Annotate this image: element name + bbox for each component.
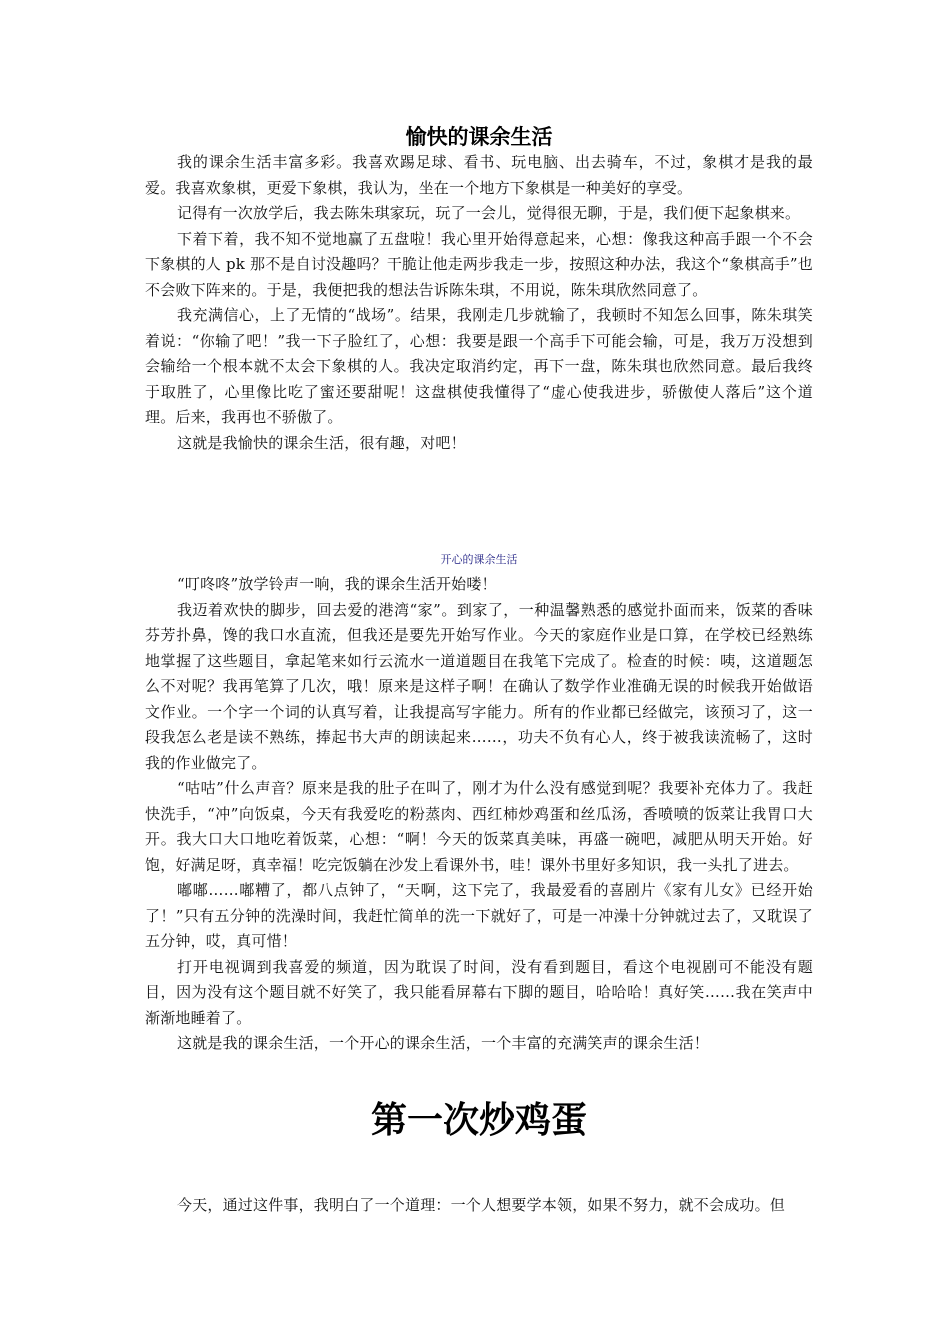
article2-paragraph-4: 嘟嘟……嘟糟了，都八点钟了，“天啊，这下完了，我最爱看的喜剧片《家有儿女》已经开始了！”只有五分钟的洗澡时间，我赶忙简单的洗一下就好了，可是一冲澡十分钟就过去了，又耽误了五分钟，哎，真可惜！ <box>145 881 813 950</box>
article1-paragraph-4: 我充满信心，上了无情的“战场”。结果，我刚走几步就输了，我顿时不知怎么回事，陈朱琪笑着说：“你输了吧！”我一下子脸红了，心想：我要是跟一个高手下可能会输，可是，我万万没想到会输给一个根本就不太会下象棋的人。我决定取消约定，再下一盘，陈朱琪也欣然同意。最后我终于取胜了，心里像比吃了蜜还要甜呢！这盘棋使我懂得了“虚心使我进步，骄傲使人落后”这个道理。后来，我再也不骄傲了。 <box>145 306 813 426</box>
article3-body <box>145 1193 813 1219</box>
article2-paragraph-5: 打开电视调到我喜爱的频道，因为耽误了时间，没有看到题目，看这个电视剧可不能没有题目，因为没有这个题目就不好笑了，我只能看屏幕右下脚的题目，哈哈哈！真好笑……我在笑声中渐渐地睡着了。 <box>145 957 813 1027</box>
article2-paragraph-2: 我迈着欢快的脚步，回去爱的港湾“家”。到家了，一种温馨熟悉的感觉扑面而来，饭菜的香味芬芳扑鼻，馋的我口水直流，但我还是要先开始写作业。今天的家庭作业是口算，在学校已经熟练地掌握了这些题目，拿起笔来如行云流水一道道题目在我笔下完成了。检查的时候：咦，这道题怎么不对呢？我再笔算了几次，哦！原来是这样子啊！在确认了数学作业准确无误的时候我开始做语文作业。一个字一个词的认真写着，让我提高写字能力。所有的作业都已经做完，该预习了，这一段我怎么老是读不熟练，捧起书大声的朗读起来……，功夫不负有心人，终于被我读流畅了，这时我的作业做完了。 <box>145 600 813 772</box>
article1-title: 愉快的课余生活 <box>405 124 553 149</box>
article1-paragraph-3: 下着下着，我不知不觉地赢了五盘啦！我心里开始得意起来，心想：像我这种高手跟一个不会下象棋的人 pk 那不是自讨没趣吗？干脆让他走两步我走一步，按照这种办法，我这个“象棋高手”也不会败下阵来的。于是，我便把我的想法告诉陈朱琪，不用说，陈朱琪欣然同意了。 <box>145 229 813 299</box>
article1-paragraph-1: 我的课余生活丰富多彩。我喜欢踢足球、看书、玩电脑、出去骑车，不过，象棋才是我的最爱。我喜欢象棋，更爱下象棋，我认为，坐在一个地方下象棋是一种美好的享受。 <box>145 153 813 197</box>
article3-title: 第一次炒鸡蛋 <box>370 1099 587 1141</box>
article2-paragraph-3: “咕咕”什么声音？原来是我的肚子在叫了，刚才为什么没有感觉到呢？我要补充体力了。我赶快洗手，“冲”向饭桌，今天有我爱吃的粉蒸肉、西红柿炒鸡蛋和丝瓜汤，香喷喷的饭菜让我胃口大开。我大口大口地吃着饭菜，心想：“啊！今天的饭菜真美味，再盛一碗吧，减肥从明天开始。好饱，好满足呀，真幸福！吃完饭躺在沙发上看课外书，哇！课外书里好多知识，我一头扎了进去。 <box>145 779 813 874</box>
article2-body <box>145 572 813 1057</box>
article1-body <box>145 150 813 456</box>
article3-paragraph-1: 今天，通过这件事，我明白了一个道理：一个人想要学本领，如果不努力，就不会成功。但 <box>177 1196 786 1214</box>
article2-title: 开心的课余生活 <box>440 553 518 566</box>
article2-paragraph-6: 这就是我的课余生活，一个开心的课余生活，一个丰富的充满笑声的课余生活！ <box>177 1034 710 1052</box>
article2-paragraph-1: “叮咚咚”放学铃声一响，我的课余生活开始喽！ <box>177 575 497 593</box>
article1-paragraph-5: 这就是我愉快的课余生活，很有趣，对吧！ <box>177 433 466 452</box>
article1-paragraph-2: 记得有一次放学后，我去陈朱琪家玩，玩了一会儿，觉得很无聊，于是，我们便下起象棋来。 <box>177 204 801 222</box>
